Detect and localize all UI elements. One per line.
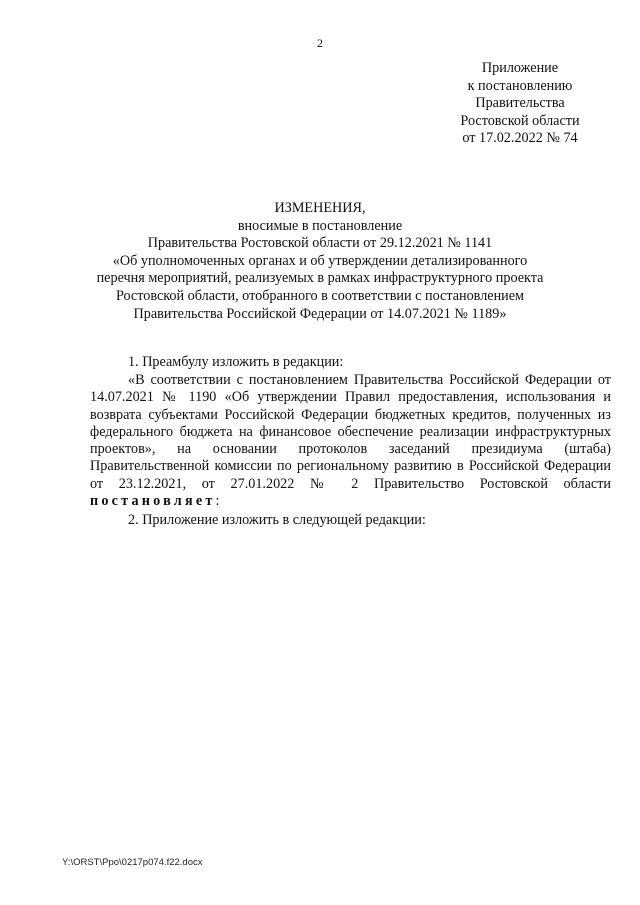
page-number: 2 — [317, 36, 323, 50]
appendix-line: Приложение — [481, 60, 559, 76]
document-title — [50, 200, 590, 323]
appendix-line: Правительства — [475, 95, 565, 112]
appendix-line: к постановлению — [467, 77, 573, 94]
appendix-line: от 17.02.2022 № 74 — [462, 130, 578, 147]
title-line: «Об уполномоченных органах и об утверждении детализированного — [112, 252, 528, 269]
title-heading: ИЗМЕНЕНИЯ, — [274, 200, 366, 216]
quote-end: : — [215, 493, 220, 510]
title-line: Правительства Российской Федерации от 14.07.2021 № 1189» — [133, 305, 507, 322]
appendix-header — [440, 60, 600, 148]
title-line: Правительства Ростовской области от 29.12.2021 № 1141 — [147, 235, 493, 252]
resolves-emphasis: постановляет — [90, 493, 216, 510]
item-2-paragraph: 2. Приложение изложить в следующей редакции: — [128, 512, 426, 528]
title-line: Ростовской области, отобранного в соответствии с постановлением — [115, 287, 525, 304]
title-line: вносимые в постановление — [237, 217, 403, 234]
preamble-quote-paragraph — [90, 372, 611, 510]
preamble-quote-text: «В соответствии с постановлением Правительства Российской Федерации от 14.07.2021 № 1190 «Об утверждении Правил предоставления, использования и возврата субъектами Российской Федерации бюджетных кредитов, полученных из федерального бюджета на финансовое обеспечение реализации инфраструктурных проектов», на основании протоколов заседаний президиума (штаба) Правительственной комиссии по региональному развитию в Российской Федерации от 23.12.2021, от 27.01.2022 № 2 Правительство Ростовской области — [90, 372, 611, 492]
item-1-paragraph: 1. Преамбулу изложить в редакции: — [128, 354, 344, 370]
title-line: перечня мероприятий, реализуемых в рамках инфраструктурного проекта — [96, 270, 544, 287]
appendix-line: Ростовской области — [460, 112, 580, 129]
footer-file-path: Y:\ORST\Ppo\0217p074.f22.docx — [62, 857, 203, 868]
